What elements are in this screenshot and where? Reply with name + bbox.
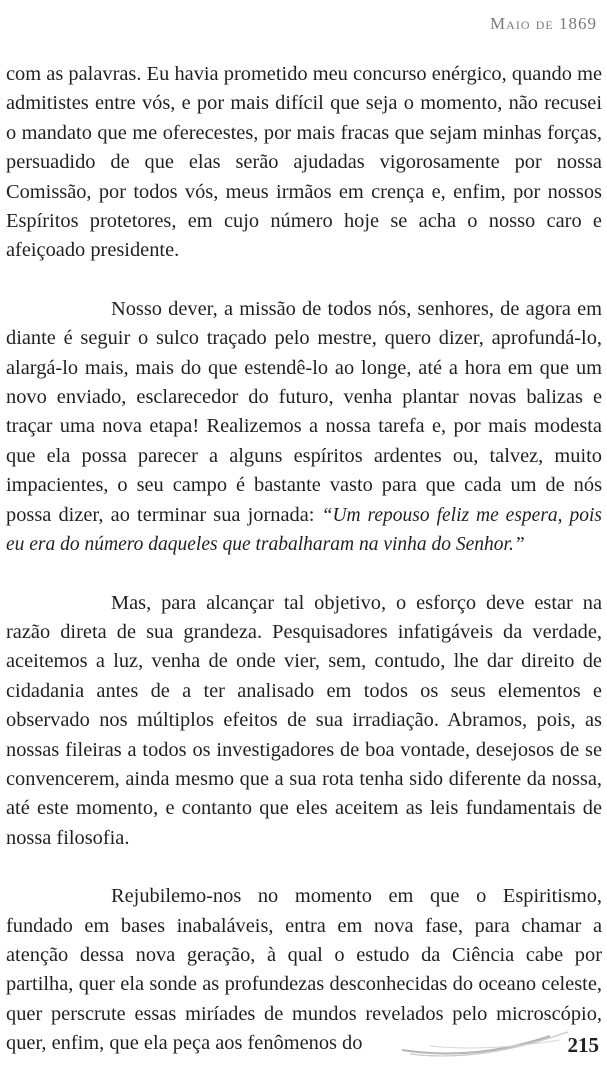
paragraph-2-text: Nosso dever, a missão de todos nós, senhores, de agora em diante é seguir o sulco traçado pelo mestre, quero dizer, aprofundá-lo, alargá-lo mais, mais do que estendê-lo ao longe, até a hora em que um novo enviado, esclarecedor do futuro, venha plantar novas balizas e traçar uma nova etapa! Realizemos a nossa tarefa e, por mais modesta que ela possa parecer a alguns espíritos ardentes ou, talvez, muito impacientes, o seu campo é bastante vasto para que cada um de nós possa dizer, ao terminar sua jornada: [6, 297, 602, 526]
decorative-swoosh-icon [400, 1026, 570, 1062]
body-text [6, 60, 602, 1059]
paragraph-2 [6, 295, 602, 560]
paragraph-2-quote: “Um repouso feliz me espera, pois eu era do número daqueles que trabalharam na vinha do Senhor.” [6, 504, 602, 556]
paragraph-1: com as palavras. Eu havia prometido meu concurso enérgico, quando me admitistes entre vós, e por mais difícil que seja o momento, não recusei o mandato que me oferecestes, por mais fracas que sejam minhas forças, persuadido de que elas serão ajudadas vigorosamente por nossa Comissão, por todos vós, meus irmãos em crença e, enfim, por nossos Espíritos protetores, em cujo número hoje se acha o nosso caro e afeiçoado presidente. [6, 63, 602, 262]
page-number: 215 [567, 1033, 599, 1057]
running-header: Maio de 1869 [490, 14, 597, 33]
paragraph-4: Rejubilemo-nos no momento em que o Espiritismo, fundado em bases inabaláveis, entra em nova fase, para chamar a atenção dessa nova geração, à qual o estudo da Ciência cabe por partilha, quer ela sonde as profundezas desconhecidas do oceano celeste, quer perscrute essas miríades de mundos revelados pelo microscópio, quer, enfim, que ela peça aos fenômenos do [6, 885, 602, 1055]
paragraph-3: Mas, para alcançar tal objetivo, o esforço deve estar na razão direta de sua grandeza. Pesquisadores infatigáveis da verdade, aceitemos a luz, venha de onde vier, sem, contudo, lhe dar direito de cidadania antes de a ter analisado em todos os seus elementos e observado nos múltiplos efeitos de sua irradiação. Abramos, pois, as nossas fileiras a todos os investigadores de boa vontade, desejosos de se convencerem, ainda mesmo que a sua rota tenha sido diferente da nossa, até este momento, e contanto que eles aceitem as leis fundamentais de nossa filosofia. [6, 591, 602, 849]
